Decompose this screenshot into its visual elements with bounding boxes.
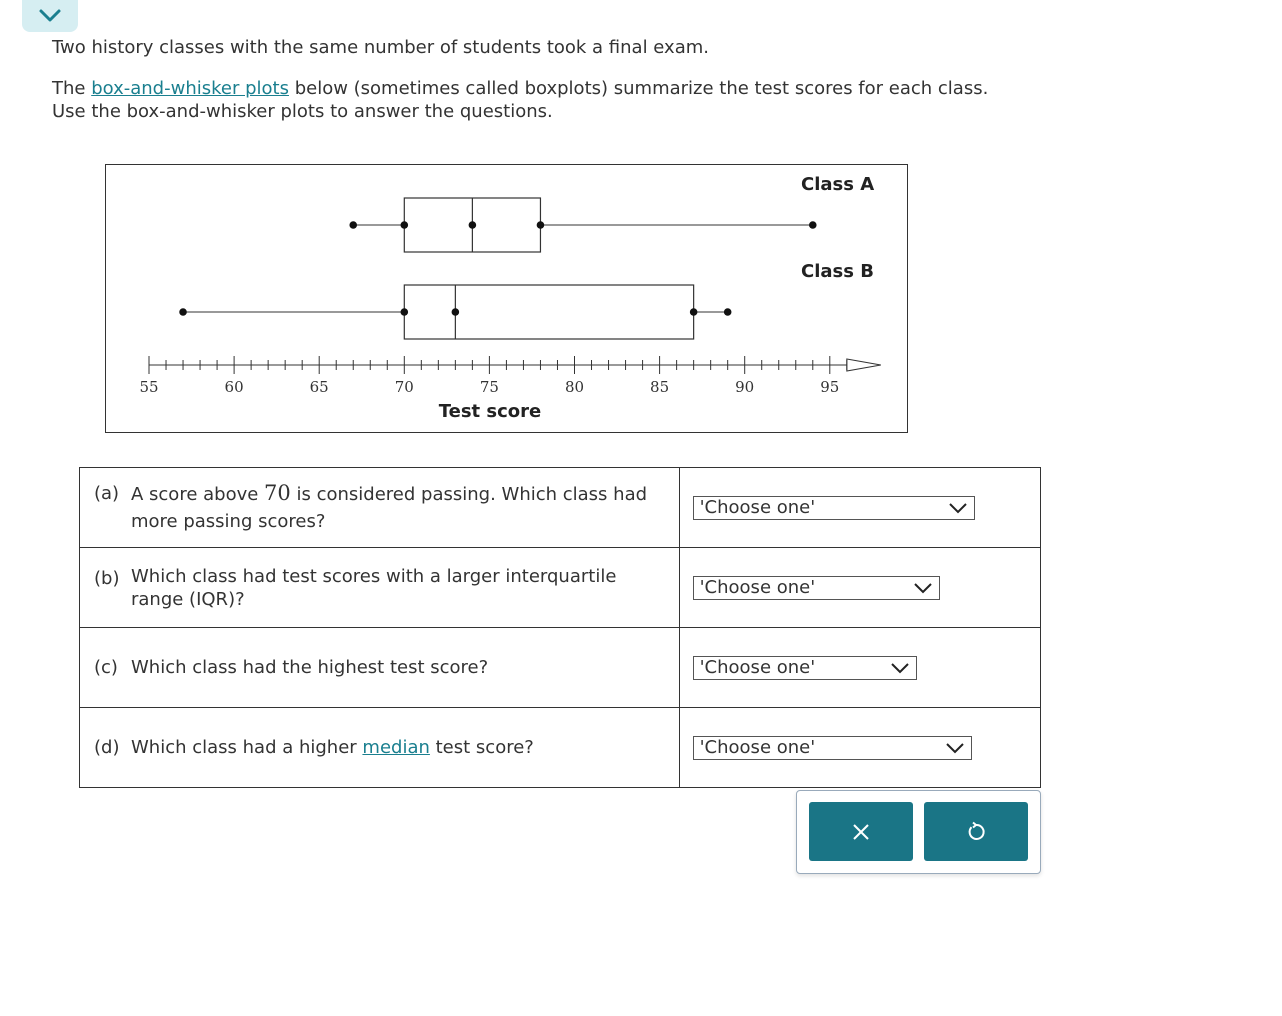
boxplot-chart: [105, 164, 908, 433]
max-point: [724, 308, 732, 316]
tick-label: 75: [479, 378, 499, 396]
chevron-down-icon: [890, 662, 910, 674]
iqr-box: [404, 285, 693, 339]
q1-point: [401, 308, 409, 316]
tick-label: 95: [820, 378, 840, 396]
select-value: 'Choose one': [699, 577, 816, 598]
close-icon: [852, 823, 870, 841]
answer-select-c[interactable]: [693, 656, 917, 680]
question-label: (a): [94, 483, 120, 504]
answer-select-d[interactable]: [693, 736, 972, 760]
passing-score-number: 70: [264, 481, 291, 505]
answer-select-b[interactable]: [693, 576, 940, 600]
question-label: (c): [94, 657, 118, 678]
question-row-a: [80, 468, 1041, 548]
chevron-down-icon: [945, 742, 965, 754]
question-text-c: Which class had the highest test score?: [131, 657, 489, 678]
series-label: Class A: [801, 174, 875, 195]
questions-table: [79, 467, 1041, 788]
intro-text: The: [52, 78, 92, 99]
select-value: 'Choose one': [699, 737, 816, 758]
collapse-toggle[interactable]: [22, 0, 78, 32]
undo-icon: [965, 821, 987, 843]
action-panel: [796, 790, 1041, 874]
clear-button[interactable]: [809, 802, 913, 861]
tick-label: 70: [394, 378, 414, 396]
question-text-a: A score above 70 is considered passing. Which class had more passing scores?: [131, 481, 648, 532]
median-link[interactable]: median: [362, 737, 430, 758]
boxplot-svg: [106, 165, 907, 432]
intro-text: below (sometimes called boxplots) summarize the test scores for each class.: [288, 78, 989, 99]
intro-line-1: Two history classes with the same number of students took a final exam.: [52, 37, 709, 58]
chevron-down-icon: [948, 502, 968, 514]
tick-label: 90: [735, 378, 755, 396]
tick-label: 60: [224, 378, 244, 396]
tick-label: 85: [650, 378, 670, 396]
intro-line-3: Use the box-and-whisker plots to answer the questions.: [52, 101, 553, 122]
q1-point: [401, 221, 409, 229]
box-and-whisker-link[interactable]: box-and-whisker plots: [91, 78, 289, 99]
tick-label: 80: [564, 378, 585, 396]
question-text-b: Which class had test scores with a larger interquartile range (IQR)?: [131, 565, 617, 610]
select-value: 'Choose one': [699, 497, 816, 518]
question-row-b: [80, 548, 1041, 628]
x-axis-label: Test score: [438, 401, 542, 422]
select-value: 'Choose one': [699, 657, 816, 678]
tick-label: 55: [139, 378, 159, 396]
chevron-down-icon: [913, 582, 933, 594]
question-label: (d): [94, 737, 120, 758]
tick-label: 65: [309, 378, 329, 396]
chevron-down-icon: [38, 8, 62, 24]
question-text-d: Which class had a higher median test score?: [131, 737, 534, 758]
q3-point: [690, 308, 698, 316]
series-label: Class B: [801, 261, 874, 282]
median-point: [452, 308, 460, 316]
min-point: [179, 308, 187, 316]
x-axis-arrow: [847, 359, 881, 371]
question-row-c: [80, 628, 1041, 708]
median-point: [469, 221, 477, 229]
reset-button[interactable]: [924, 802, 1028, 861]
intro-line-2: [52, 77, 988, 100]
min-point: [349, 221, 357, 229]
question-row-d: [80, 708, 1041, 788]
max-point: [809, 221, 817, 229]
q3-point: [537, 221, 545, 229]
answer-select-a[interactable]: [693, 496, 975, 520]
question-label: (b): [94, 567, 120, 589]
